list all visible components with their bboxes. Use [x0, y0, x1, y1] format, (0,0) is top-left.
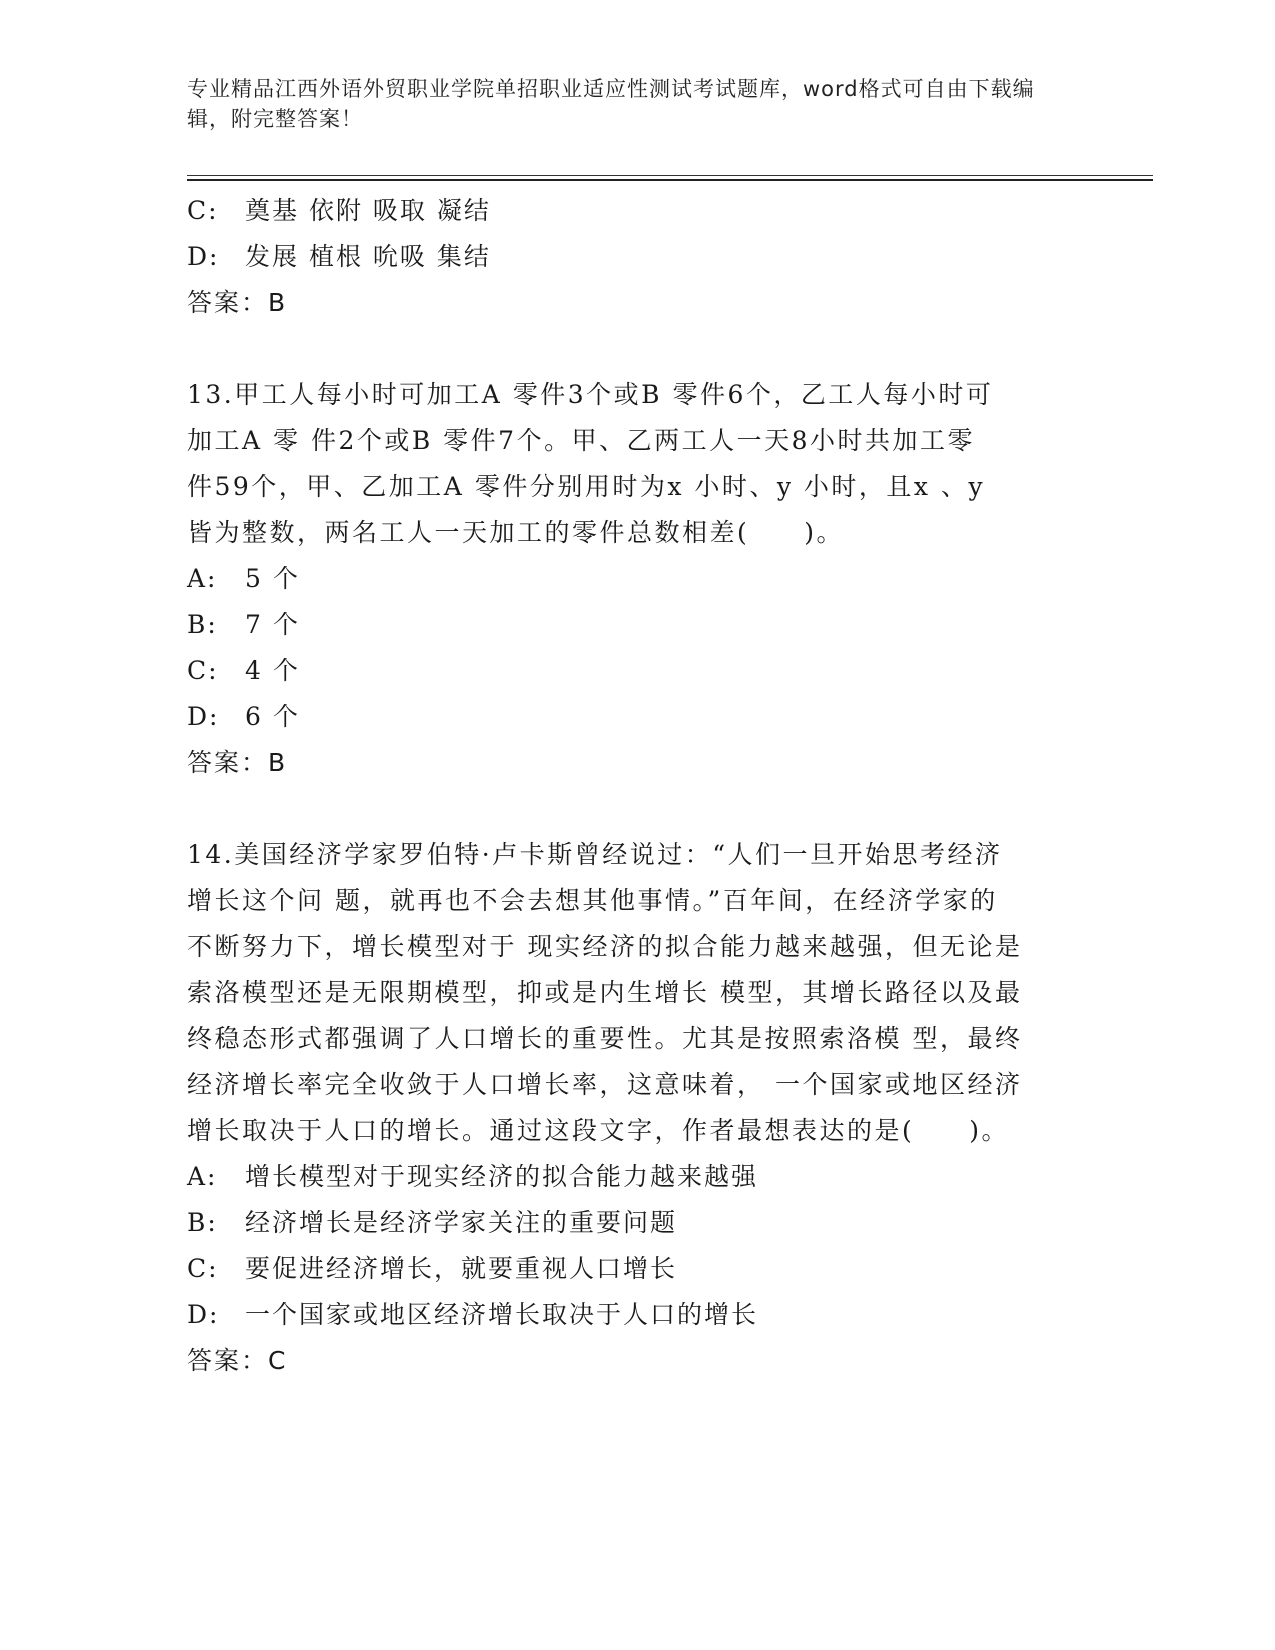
answer-line: 答案：C: [187, 1346, 288, 1375]
prev-question-options: [187, 188, 1087, 326]
question-line: 增长取决于人口的增长。通过这段文字，作者最想表达的是( )。: [187, 1116, 1010, 1145]
question-text: [187, 832, 1065, 1154]
option-c: [187, 648, 1087, 694]
option-d: [187, 1292, 1087, 1338]
header-divider-thick: [187, 179, 1153, 181]
option-text: 5 个: [245, 564, 300, 593]
option-d: [187, 234, 1087, 280]
option-key: D:: [187, 242, 220, 271]
answer-line: 答案：B: [187, 748, 288, 777]
option-b: [187, 1200, 1087, 1246]
option-a: [187, 556, 1087, 602]
option-d: [187, 694, 1087, 740]
option-key: D:: [187, 1300, 220, 1329]
option-key: A:: [187, 1162, 218, 1191]
question-line: 14.美国经济学家罗伯特·卢卡斯曾经说过：“人们一旦开始思考经济: [187, 840, 1003, 869]
question-line: 不断努力下，增长模型对于 现实经济的拟合能力越来越强，但无论是: [187, 932, 1023, 961]
option-b: [187, 602, 1087, 648]
option-key: D:: [187, 702, 220, 731]
option-c: [187, 188, 1087, 234]
option-text: 要促进经济增长，就要重视人口增长: [245, 1254, 678, 1283]
question-line: 终稳态形式都强调了人口增长的重要性。尤其是按照索洛模 型，最终: [187, 1024, 1023, 1053]
question-text: [187, 372, 1065, 556]
header-divider-thin: [187, 175, 1153, 176]
question-line: 13.甲工人每小时可加工A 零件3个或B 零件6个，乙工人每小时可: [187, 380, 994, 409]
option-key: B:: [187, 610, 218, 639]
spacer: [187, 326, 1087, 372]
question-13: [187, 372, 1087, 786]
question-line: 件59个，甲、乙加工A 零件分别用时为x 小时、y 小时，且x 、y: [187, 472, 986, 501]
option-key: C:: [187, 656, 219, 685]
document-body: [187, 188, 1087, 1384]
page-header: 专业精品江西外语外贸职业学院单招职业适应性测试考试题库，word格式可自由下载编辑，附完整答案！: [187, 77, 1035, 131]
question-line: 索洛模型还是无限期模型，抑或是内生增长 模型，其增长路径以及最: [187, 978, 1023, 1007]
option-key: C:: [187, 196, 219, 225]
option-text: 4 个: [245, 656, 300, 685]
question-line: 皆为整数，两名工人一天加工的零件总数相差( )。: [187, 518, 845, 547]
question-line: 增长这个问 题，就再也不会去想其他事情。”百年间，在经济学家的: [187, 886, 998, 915]
option-text: 发展 植根 吮吸 集结: [245, 242, 491, 271]
option-key: A:: [187, 564, 218, 593]
option-text: 一个国家或地区经济增长取决于人口的增长: [245, 1300, 759, 1329]
question-14: [187, 832, 1087, 1384]
answer-line: 答案：B: [187, 288, 288, 317]
option-c: [187, 1246, 1087, 1292]
option-text: 7 个: [245, 610, 300, 639]
option-key: C:: [187, 1254, 219, 1283]
option-text: 增长模型对于现实经济的拟合能力越来越强: [245, 1162, 759, 1191]
option-text: 经济增长是经济学家关注的重要问题: [245, 1208, 678, 1237]
option-a: [187, 1154, 1087, 1200]
option-text: 奠基 依附 吸取 凝结: [245, 196, 491, 225]
question-line: 经济增长率完全收敛于人口增长率，这意味着， 一个国家或地区经济: [187, 1070, 1023, 1099]
option-key: B:: [187, 1208, 218, 1237]
question-line: 加工A 零 件2个或B 零件7个。甲、乙两工人一天8小时共加工零: [187, 426, 975, 455]
spacer: [187, 786, 1087, 832]
option-text: 6 个: [245, 702, 300, 731]
